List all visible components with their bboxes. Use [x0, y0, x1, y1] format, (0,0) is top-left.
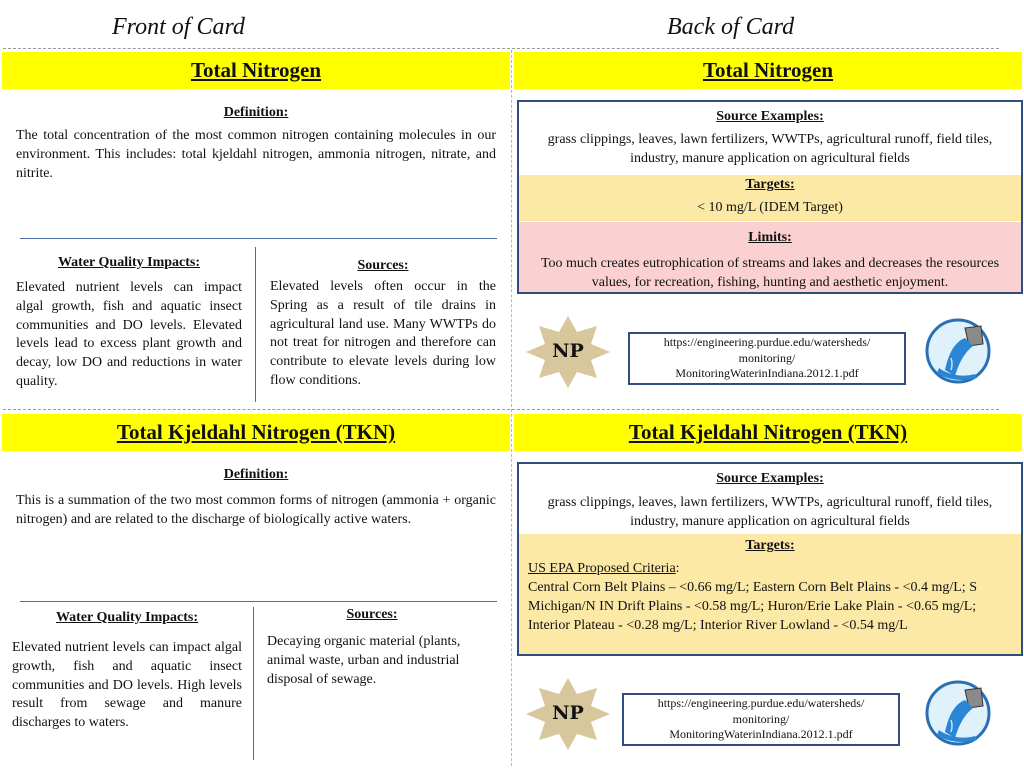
- tn-targets-band: [519, 175, 1021, 221]
- tkn-source-url-box[interactable]: [622, 693, 900, 746]
- tn-front-horizontal-rule: [20, 238, 497, 239]
- top-dashed-divider: [3, 48, 999, 49]
- tkn-sources-heading: Sources:: [346, 607, 398, 622]
- tkn-source-examples-heading: Source Examples:: [716, 471, 824, 486]
- tkn-criteria-colon: :: [675, 561, 680, 576]
- tkn-source-examples-text: grass clippings, leaves, lawn fertilizers, WWTPs, agricultural runoff, field tiles, industry, manure application on agricultural fields: [547, 495, 993, 529]
- tkn-targets-band: [519, 534, 1021, 654]
- tn-impacts-text: Elevated nutrient levels can impact algal growth, fish and aquatic insect communities and DO levels. Elevated levels lead to excess plant growth and decay, low DO and reductions in water quality.: [16, 280, 242, 389]
- tn-limits-heading: Limits:: [748, 230, 792, 245]
- tkn-back-title: Total Kjeldahl Nitrogen (TKN): [628, 420, 908, 444]
- tn-url-line-2: monitoring/: [738, 350, 796, 365]
- tn-source-examples-text: grass clippings, leaves, lawn fertilizers, WWTPs, agricultural runoff, field tiles, industry, manure application on agricultural fields: [547, 132, 993, 166]
- tn-sources-text: Elevated levels often occur in the Spring as a result of tile drains in agricultural land use. Many WWTPs do not treat for nitrogen and therefore can contribute to elevate levels during low flow conditions.: [270, 279, 496, 388]
- tkn-impacts-heading: Water Quality Impacts:: [55, 610, 199, 625]
- tn-url-line-3: MonitoringWaterinIndiana.2012.1.pdf: [675, 366, 859, 381]
- tn-back-title: Total Nitrogen: [702, 58, 834, 82]
- tn-front-vertical-rule: [255, 247, 256, 402]
- tkn-badge-label: NP: [552, 702, 584, 724]
- tkn-front-vertical-rule: [253, 607, 254, 760]
- tkn-url-line-2: monitoring/: [732, 711, 790, 726]
- tn-back-title-bar: [514, 52, 1022, 89]
- tn-star-badge-icon: [526, 316, 610, 388]
- tn-definition-text: The total concentration of the most common nitrogen containing molecules in our environment. This includes: total kjeldahl nitrogen, ammonia nitrogen, nitrate, and nitrite.: [16, 128, 496, 181]
- middle-dashed-divider: [3, 409, 999, 410]
- front-of-card-heading: Front of Card: [112, 14, 245, 40]
- tkn-url-line-3: MonitoringWaterinIndiana.2012.1.pdf: [669, 727, 853, 742]
- back-of-card-heading: Back of Card: [667, 14, 795, 40]
- tkn-back-info-box: [517, 462, 1023, 656]
- tn-source-examples-heading: Source Examples:: [716, 109, 824, 124]
- tn-impacts-heading: Water Quality Impacts:: [57, 255, 201, 270]
- tkn-url-line-1: https://engineering.purdue.edu/watersheds/: [657, 696, 865, 711]
- tkn-criteria-text: Central Corn Belt Plains – <0.66 mg/L; Eastern Corn Belt Plains - <0.4 mg/L; S Michigan/N IN Drift Plains - <0.58 mg/L; Huron/Erie Lake Plain - <0.65 mg/L; Interior Plateau - <0.28 mg/L; Interior River Lowland - <0.54 mg/L: [528, 580, 977, 633]
- tkn-criteria-block: [528, 559, 1014, 635]
- tkn-definition-text: This is a summation of the two most common forms of nitrogen (ammonia + organic nitrogen) and are related to the discharge of biologically active waters.: [16, 493, 496, 527]
- center-dashed-divider: [511, 50, 512, 766]
- tkn-impacts-text: Elevated nutrient levels can impact algal growth, fish and aquatic insect communities and DO levels. High levels result from sewage and manure discharges to waters.: [12, 640, 242, 731]
- tkn-definition-heading: Definition:: [223, 467, 289, 482]
- tn-front-title-bar: [2, 52, 510, 89]
- tn-front-title: Total Nitrogen: [190, 58, 322, 82]
- tn-targets-heading: Targets:: [745, 177, 795, 192]
- tn-badge-label: NP: [552, 340, 584, 362]
- tn-targets-text: < 10 mg/L (IDEM Target): [697, 200, 843, 215]
- tkn-back-title-bar: [514, 414, 1022, 451]
- tn-url-line-1: https://engineering.purdue.edu/watersheds/: [663, 335, 871, 350]
- tkn-front-title-bar: [2, 414, 510, 451]
- tn-water-pipe-icon: [925, 318, 991, 384]
- tkn-criteria-label: US EPA Proposed Criteria: [528, 561, 676, 576]
- tkn-star-badge-icon: [526, 678, 610, 750]
- tkn-front-horizontal-rule: [20, 601, 497, 602]
- tkn-targets-heading: Targets:: [745, 538, 795, 553]
- tn-source-url-box[interactable]: [628, 332, 906, 385]
- tn-limits-band: [519, 222, 1021, 292]
- tkn-sources-text: Decaying organic material (plants, animal waste, urban and industrial disposal of sewage.: [267, 634, 461, 687]
- tn-sources-heading: Sources:: [357, 258, 409, 273]
- tn-definition-heading: Definition:: [223, 105, 289, 120]
- tn-back-info-box: [517, 100, 1023, 294]
- tkn-water-pipe-icon: [925, 680, 991, 746]
- tkn-front-title: Total Kjeldahl Nitrogen (TKN): [116, 420, 396, 444]
- tn-limits-text: Too much creates eutrophication of streams and lakes and decreases the resources values, for recreation, fishing, hunting and aesthetic enjoyment.: [540, 256, 1000, 290]
